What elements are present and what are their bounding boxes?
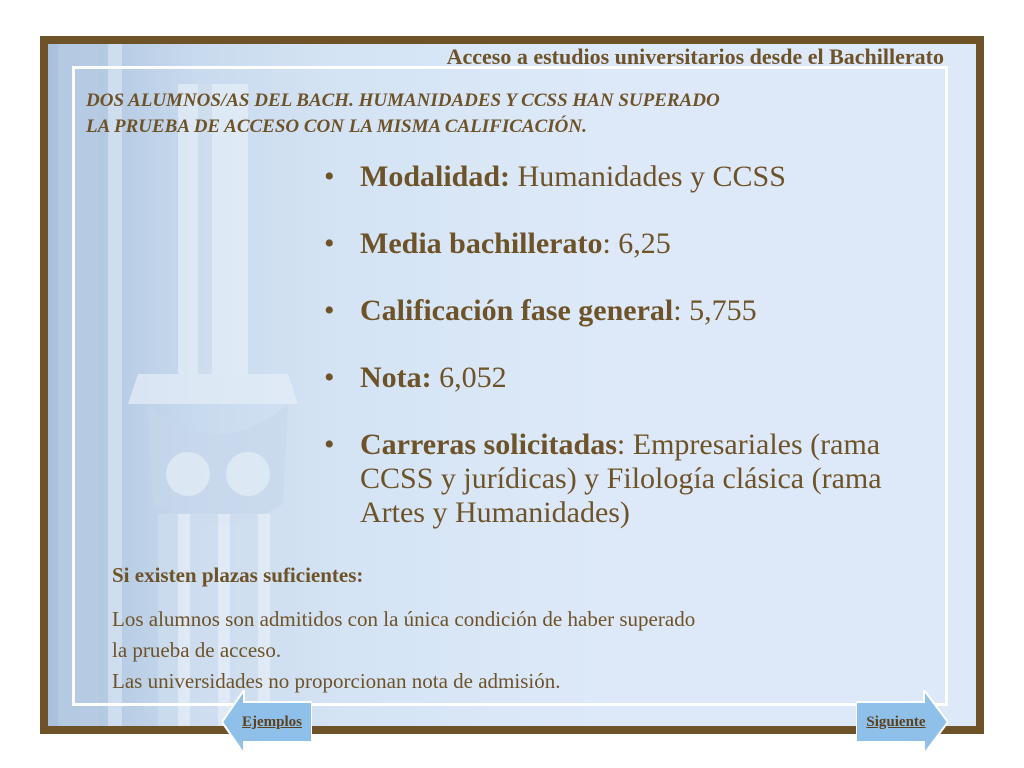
bullet-calificacion-fase-general bbox=[322, 294, 942, 328]
section-line-1: Los alumnos son admitidos con la única condición de haber superado bbox=[112, 607, 696, 631]
bullet-modalidad bbox=[322, 160, 942, 194]
siguiente-label: Siguiente bbox=[866, 713, 926, 730]
section-body bbox=[112, 604, 932, 697]
bullet-key: Carreras solicitadas bbox=[360, 428, 617, 461]
bullet-key: Media bachillerato bbox=[360, 227, 603, 260]
section-line-3: Las universidades no proporcionan nota de admisión. bbox=[112, 669, 561, 693]
section-heading: Si existen plazas suficientes: bbox=[112, 563, 364, 587]
bullet-nota bbox=[322, 361, 942, 395]
slide-subtitle bbox=[86, 88, 966, 140]
bullet-value: : 6,25 bbox=[602, 227, 671, 260]
bullet-key: Nota: bbox=[360, 361, 432, 394]
ejemplos-button[interactable] bbox=[222, 690, 312, 754]
bullet-value: 6,052 bbox=[431, 361, 507, 394]
bullet-value: Humanidades y CCSS bbox=[510, 160, 786, 193]
section-line-2: la prueba de acceso. bbox=[112, 638, 282, 662]
subtitle-line-1: DOS ALUMNOS/AS DEL BACH. HUMANIDADES Y CCSS HAN SUPERADO bbox=[86, 90, 720, 111]
siguiente-button[interactable] bbox=[856, 690, 948, 754]
subtitle-line-2: LA PRUEBA DE ACCESO CON LA MISMA CALIFICACIÓN. bbox=[86, 116, 587, 137]
bullet-media-bachillerato bbox=[322, 227, 942, 261]
bullet-key: Modalidad: bbox=[360, 160, 511, 193]
slide-title: Acceso a estudios universitarios desde el Bachillerato bbox=[446, 44, 944, 69]
bullet-carreras-solicitadas bbox=[322, 428, 942, 530]
bullet-value: : 5,755 bbox=[673, 294, 757, 327]
ejemplos-label: Ejemplos bbox=[242, 713, 302, 730]
bullet-key: Calificación fase general bbox=[360, 294, 674, 327]
bullet-list bbox=[322, 160, 942, 563]
bullet-value: : Empresariales (rama CCSS y jurídicas) y Filología clásica (rama Artes y Humanidades) bbox=[360, 428, 882, 529]
